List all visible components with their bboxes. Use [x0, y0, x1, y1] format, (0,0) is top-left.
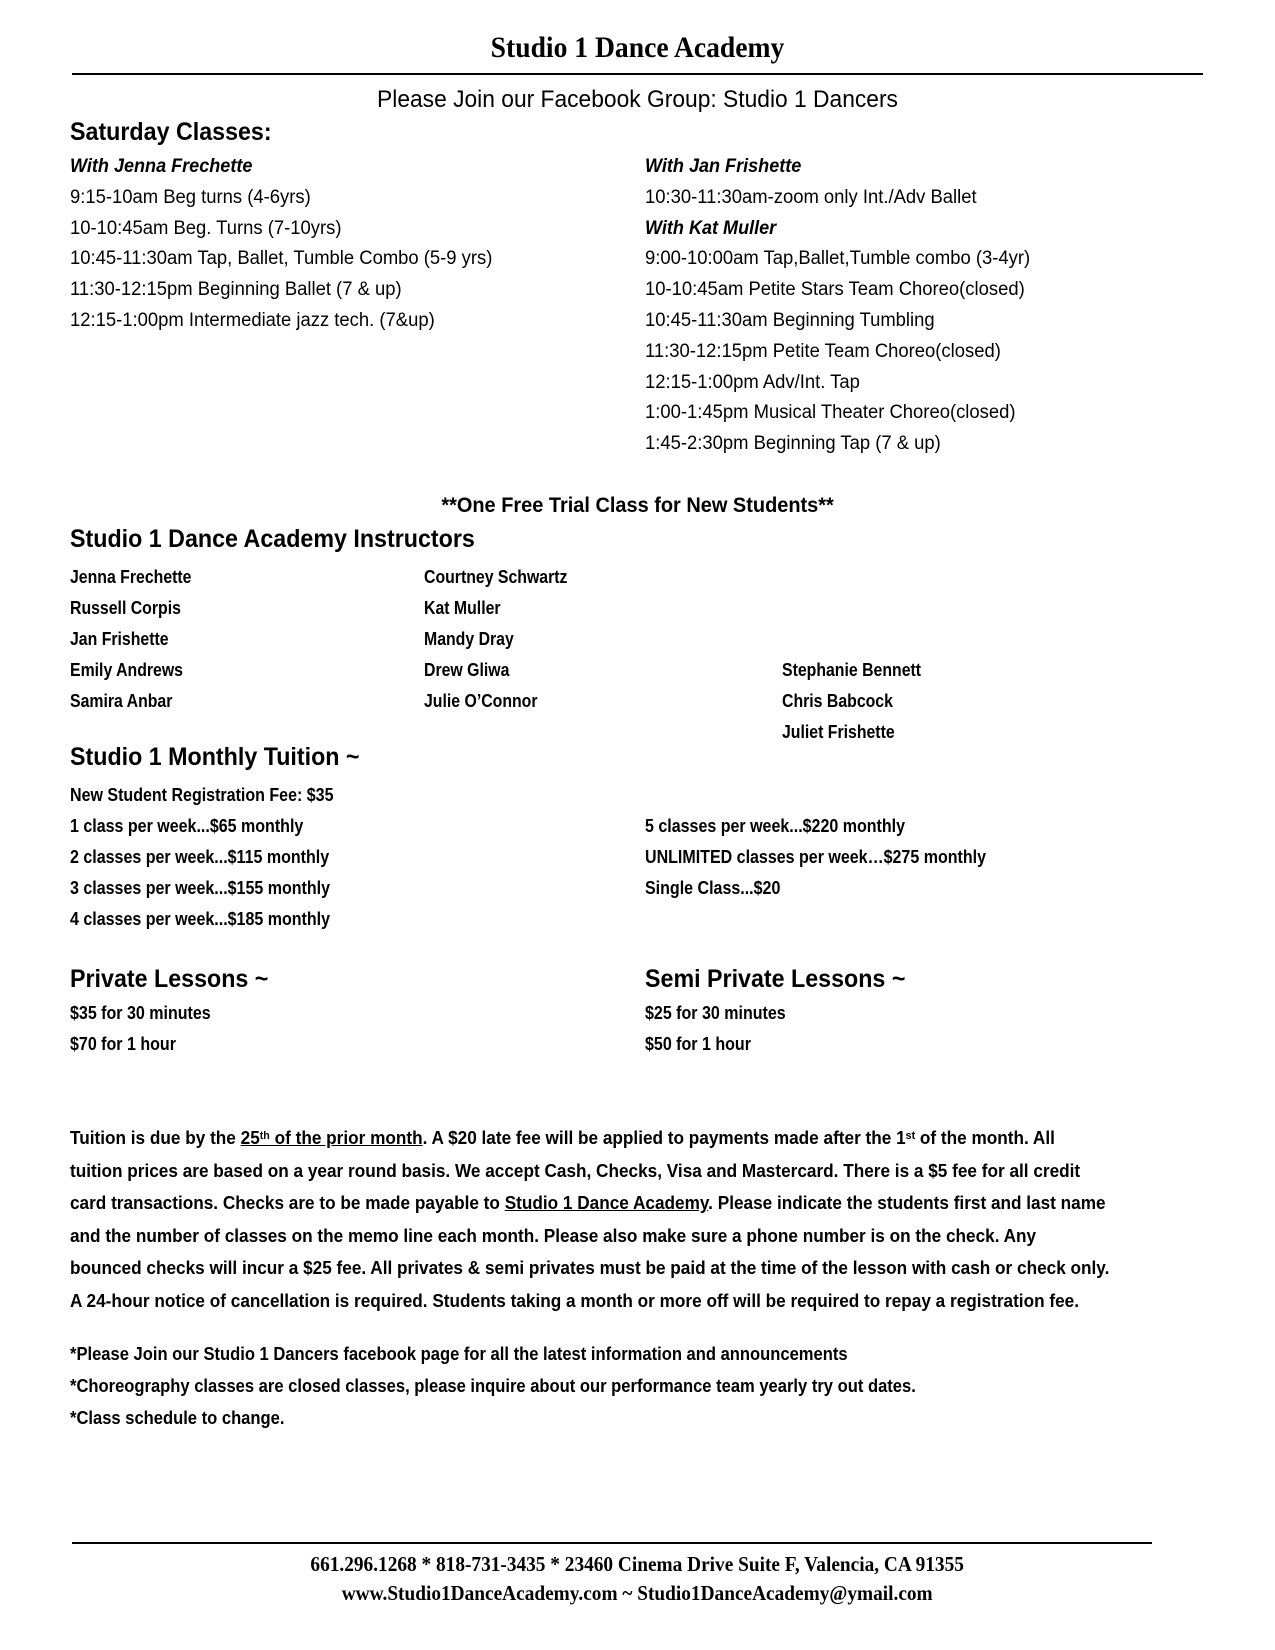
note-item: *Choreography classes are closed classes, please inquire about our performance team yearly try out dates.	[70, 1376, 916, 1396]
instructor-name: Samira Anbar	[70, 691, 173, 711]
note-item: *Please Join our Studio 1 Dancers facebook page for all the latest information and announcements	[70, 1344, 848, 1364]
footer-website-email: www.Studio1DanceAcademy.com ~ Studio1DanceAcademy@ymail.com	[342, 1581, 933, 1605]
title-divider	[72, 73, 1203, 75]
lessons-row	[70, 998, 1210, 1029]
instructors-list	[70, 562, 1210, 748]
class-item: 10:30-11:30am-zoom only Int./Adv Ballet	[645, 186, 977, 208]
tuition-row	[70, 811, 1210, 842]
class-item: 12:15-1:00pm Intermediate jazz tech. (7&up)	[70, 309, 435, 331]
page-title: Studio 1 Dance Academy	[490, 31, 785, 64]
instructor-name: Jan Frishette	[70, 629, 169, 649]
class-item: 10:45-11:30am Beginning Tumbling	[645, 309, 935, 331]
free-trial-text: **One Free Trial Class for New Students**	[441, 494, 834, 517]
tuition-item	[645, 904, 1143, 935]
tuition-item: 3 classes per week...$155 monthly	[70, 878, 331, 898]
policy-seg: Tuition is due by the	[70, 1128, 241, 1149]
class-item: 1:45-2:30pm Beginning Tap (7 & up)	[645, 433, 941, 455]
class-item: 9:00-10:00am Tap,Ballet,Tumble combo (3-4yr)	[645, 248, 1031, 270]
facebook-group-line: Please Join our Facebook Group: Studio 1 Dancers	[377, 86, 898, 113]
instructor-row	[70, 593, 1210, 624]
policy-ordinal-suffix: th	[259, 1130, 270, 1142]
class-item: 10-10:45am Beg. Turns (7-10yrs)	[70, 217, 342, 239]
class-item: 11:30-12:15pm Petite Team Choreo(closed)	[645, 340, 1001, 362]
instructor-heading-kat: With Kat Muller	[645, 217, 777, 239]
instructor-name: Kat Muller	[424, 598, 501, 618]
class-item: 11:30-12:15pm Beginning Ballet (7 & up)	[70, 279, 402, 301]
tuition-item: 2 classes per week...$115 monthly	[70, 847, 330, 867]
tuition-heading: Studio 1 Monthly Tuition ~	[70, 743, 360, 771]
registration-fee: New Student Registration Fee: $35	[70, 785, 334, 805]
instructor-row	[70, 686, 1210, 717]
private-lesson-price: $70 for 1 hour	[70, 1034, 176, 1054]
instructor-heading-jan: With Jan Frishette	[645, 156, 802, 177]
instructor-name: Jenna Frechette	[70, 567, 192, 587]
policy-seg: of the prior month	[269, 1128, 423, 1149]
instructor-name: Julie O’Connor	[424, 691, 538, 711]
tuition-item: 1 class per week...$65 monthly	[70, 816, 304, 836]
footer-contact-line	[0, 1550, 1275, 1579]
tuition-row	[70, 904, 1210, 935]
schedule-column-right	[645, 152, 1205, 460]
lessons-section	[70, 960, 1210, 1060]
policy-underline-due-date	[241, 1128, 423, 1148]
class-item: 12:15-1:00pm Adv/Int. Tap	[645, 371, 860, 393]
policy-seg: of the month. All tuition prices are based on a year round basis. We accept Cash, Checks, Visa and Mastercard. There is a $5 fee for all credit card transactions. Checks are to be made payable to	[70, 1128, 1081, 1214]
instructor-row	[70, 655, 1210, 686]
policy-seg: 25	[240, 1128, 260, 1149]
instructor-name: Courtney Schwartz	[424, 567, 568, 587]
footer-divider	[72, 1542, 1152, 1544]
instructor-name: Drew Gliwa	[424, 660, 510, 680]
notes-list	[70, 1338, 1210, 1434]
tuition-item: 4 classes per week...$185 monthly	[70, 909, 331, 929]
instructor-name	[782, 562, 1099, 593]
policy-text	[70, 1120, 1111, 1317]
instructor-name: Chris Babcock	[782, 691, 893, 711]
class-item: 10:45-11:30am Tap, Ballet, Tumble Combo (5-9 yrs)	[70, 248, 493, 270]
lessons-heading-row	[70, 960, 1210, 998]
instructor-heading-jenna: With Jenna Frechette	[70, 156, 253, 177]
instructor-name: Emily Andrews	[70, 660, 183, 680]
tuition-item: Single Class...$20	[645, 878, 781, 898]
instructors-heading: Studio 1 Dance Academy Instructors	[70, 525, 475, 553]
tuition-item: UNLIMITED classes per week…$275 monthly	[645, 847, 987, 867]
semi-private-lesson-price: $50 for 1 hour	[645, 1034, 751, 1054]
saturday-classes-heading: Saturday Classes:	[70, 118, 272, 146]
footer	[0, 1550, 1275, 1608]
private-lesson-price: $35 for 30 minutes	[70, 1003, 211, 1023]
schedule-column-left	[70, 152, 645, 460]
instructor-row	[70, 562, 1210, 593]
tuition-table	[70, 780, 1210, 935]
tuition-item: 5 classes per week...$220 monthly	[645, 816, 906, 836]
footer-phone-address: 661.296.1268 * 818-731-3435 * 23460 Cinema Drive Suite F, Valencia, CA 91355	[310, 1552, 965, 1576]
policy-seg: . A $20 late fee will be applied to payments made after the 1	[422, 1128, 906, 1149]
tuition-row	[70, 842, 1210, 873]
footer-web-line	[0, 1579, 1275, 1608]
policy-underline-payee: Studio 1 Dance Academy	[504, 1193, 709, 1214]
instructor-name	[782, 624, 1099, 655]
private-lessons-heading: Private Lessons ~	[70, 965, 269, 993]
semi-private-lesson-price: $25 for 30 minutes	[645, 1003, 786, 1023]
class-item: 9:15-10am Beg turns (4-6yrs)	[70, 186, 311, 208]
instructor-name: Mandy Dray	[424, 629, 514, 649]
instructor-row	[70, 624, 1210, 655]
policy-seg: . Please indicate the students first and last name and the number of classes on the memo line each month. Please also make sure a phone number is on the check. Any bounced checks will incur a $25 fee. All privates & semi privates must be paid at the time of the lesson with cash or check only. A 24-hour notice of cancellation is required. Students taking a month or more off will be required to repay a registration fee.	[70, 1193, 1110, 1311]
class-item: 10-10:45am Petite Stars Team Choreo(closed)	[645, 279, 1025, 301]
instructor-name	[424, 717, 739, 748]
instructor-name	[782, 593, 1099, 624]
instructor-name: Russell Corpis	[70, 598, 181, 618]
semi-private-lessons-heading: Semi Private Lessons ~	[645, 965, 906, 993]
tuition-policy-paragraph	[70, 1120, 1160, 1317]
free-trial-banner	[0, 494, 1275, 518]
lessons-row	[70, 1029, 1210, 1060]
tuition-row	[70, 873, 1210, 904]
instructor-name: Juliet Frishette	[782, 722, 895, 742]
saturday-schedule	[70, 152, 1210, 460]
class-item: 1:00-1:45pm Musical Theater Choreo(closed)	[645, 402, 1016, 424]
instructor-name: Stephanie Bennett	[782, 660, 922, 680]
policy-ordinal-suffix: st	[905, 1130, 916, 1142]
note-item: *Class schedule to change.	[70, 1408, 285, 1428]
